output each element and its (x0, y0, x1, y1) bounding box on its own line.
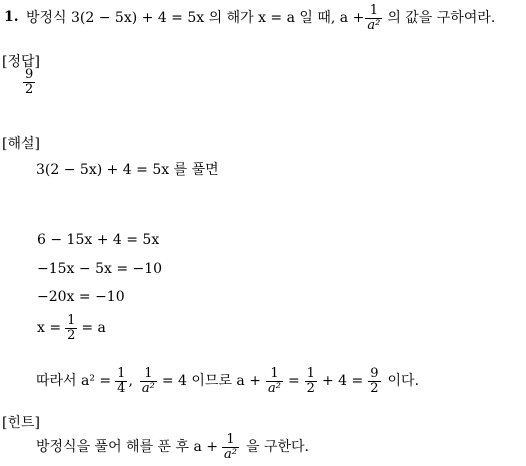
problem-frac-num: 1 (369, 2, 378, 18)
problem-fraction (365, 4, 382, 33)
hint-text-a: 방정식을 풀어 해를 푼 후 a + (36, 439, 219, 455)
solution-step-4 (37, 312, 106, 344)
final-f5-den: 2 (370, 380, 379, 396)
answer-num: 9 (25, 67, 34, 82)
final-f5-num: 9 (370, 365, 379, 381)
problem-text-b: 의 값을 구하여라. (387, 10, 496, 26)
final-f4-num: 1 (306, 365, 315, 381)
solution-step-2: −15x − 5x = −10 (37, 261, 163, 277)
answer-den: 2 (25, 82, 34, 97)
solution-step-3: −20x = −10 (37, 289, 125, 305)
step4-lhs: x = (37, 320, 62, 336)
hint-frac-den: a² (224, 446, 237, 462)
step4-den: 2 (67, 327, 76, 343)
final-f3-num: 1 (270, 365, 279, 381)
step4-num: 1 (67, 312, 76, 328)
hint-frac-num: 1 (226, 431, 235, 447)
hint-text (36, 430, 309, 464)
answer-label: [정답] (2, 54, 40, 70)
problem-text-a: 방정식 3(2 − 5x) + 4 = 5x 의 해가 x = a 일 때, a + (26, 10, 365, 26)
solution-final (36, 364, 419, 398)
final-p1: 따라서 a² = (36, 373, 112, 389)
final-p5: + 4 = (321, 373, 364, 389)
final-p4: = (287, 373, 300, 389)
step4-rhs: = a (81, 320, 106, 336)
final-f1-den: 4 (117, 380, 126, 396)
final-p2: , (128, 373, 133, 389)
solution-intro: 3(2 − 5x) + 4 = 5x 를 풀면 (36, 162, 219, 178)
final-f2-den: a² (141, 380, 155, 396)
final-f4-den: 2 (306, 380, 315, 396)
hint-text-b: 을 구한다. (246, 439, 309, 455)
hint-label: [힌트] (2, 415, 40, 431)
final-f3-den: a² (267, 380, 281, 396)
final-p6: 이다. (387, 373, 420, 389)
solution-step-1: 6 − 15x + 4 = 5x (37, 232, 160, 248)
final-p3: = 4 이므로 a + (161, 373, 261, 389)
problem-frac-den: a² (367, 17, 381, 33)
answer-value (22, 68, 36, 97)
solution-label: [해설] (2, 136, 40, 152)
problem-number: 1. (4, 9, 19, 25)
problem-statement (26, 2, 495, 34)
final-f2-num: 1 (144, 365, 153, 381)
final-f1-num: 1 (117, 365, 126, 381)
